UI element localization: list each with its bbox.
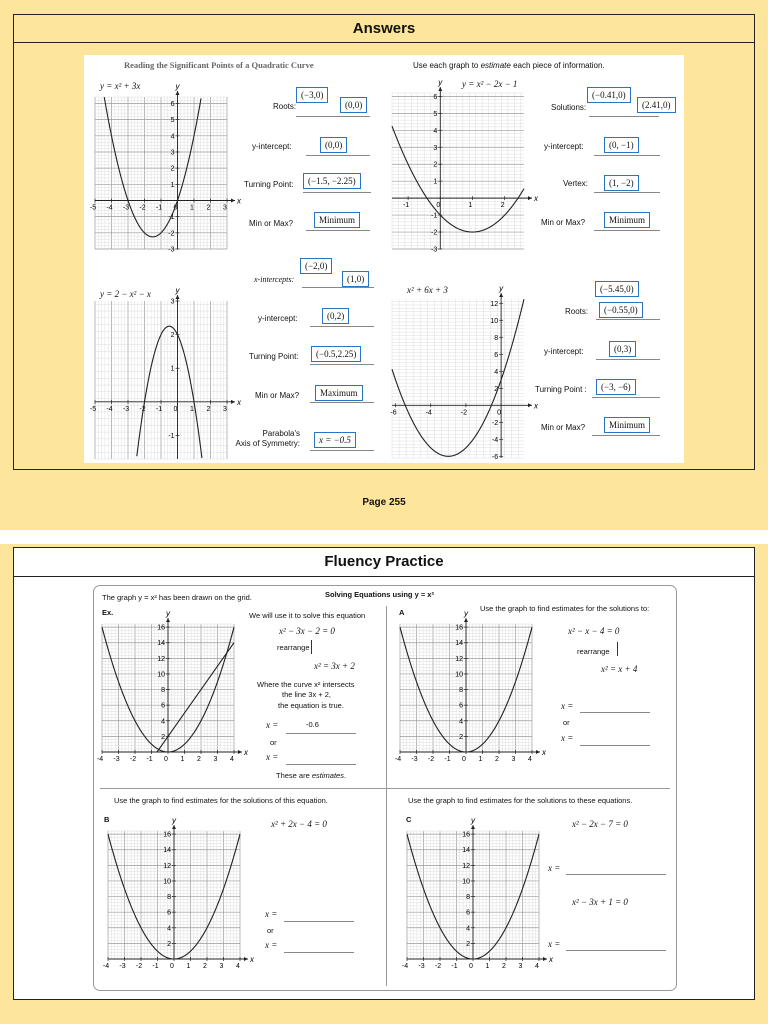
y-axis-label: y	[464, 609, 468, 618]
y-tick-label: -1	[168, 214, 175, 222]
x-tick-label: 1	[478, 756, 483, 763]
fluency-intro: The graph y = x² has been drawn on the grid.	[102, 593, 252, 602]
part-c-answer-line2	[566, 950, 666, 951]
y-tick-label: 6	[494, 351, 499, 359]
x-tick-label: 3	[223, 204, 227, 212]
g3-tp-line	[310, 364, 374, 365]
part-a-arrow	[617, 642, 618, 656]
x-tick-label: -4	[401, 963, 409, 970]
part-b-graph	[100, 813, 252, 983]
x-tick-label: -4	[425, 409, 432, 417]
x-tick-label: 3	[511, 756, 516, 763]
x-tick-label: 0	[462, 756, 466, 763]
g3-xint-line	[302, 287, 374, 288]
x-tick-label: 4	[236, 963, 240, 970]
part-c-x-label2: x =	[548, 939, 561, 949]
y-tick-label: 10	[490, 317, 499, 325]
example-answer-line2	[286, 764, 356, 765]
g1-minmax-label: Min or Max?	[249, 219, 294, 228]
y-axis-label: y	[438, 78, 443, 87]
part-c-graph	[399, 813, 551, 983]
example-arrow	[311, 640, 312, 654]
part-c-eq1: x² − 2x − 7 = 0	[572, 819, 628, 829]
y-tick-label: 4	[459, 718, 463, 726]
x-axis-arrow	[238, 750, 242, 754]
x-tick-label: -1	[451, 963, 458, 970]
g3-yint-line	[310, 326, 374, 327]
y-tick-label: 10	[163, 878, 171, 886]
y-tick-label: 6	[170, 100, 175, 108]
x-tick-label: 1	[180, 756, 185, 763]
g2-solutions-line	[589, 116, 659, 117]
y-tick-label: 4	[494, 368, 499, 376]
x-tick-label: 1	[468, 202, 473, 210]
y-tick-label: 2	[170, 165, 175, 173]
y-tick-label: 3	[170, 298, 175, 306]
x-tick-label: 2	[500, 202, 505, 210]
quadratic-curve	[392, 299, 524, 456]
g2-yint-answer: (0, −1)	[604, 137, 639, 153]
page-number: Page 255	[362, 497, 406, 508]
part-b-instruction: Use the graph to find estimates for the solutions of this equation.	[114, 796, 328, 805]
vertical-divider	[386, 606, 387, 986]
x-tick-label: 0	[497, 409, 502, 417]
y-tick-label: 8	[466, 894, 470, 902]
answers-worksheet	[84, 55, 684, 463]
y-tick-label: 2	[161, 733, 165, 741]
y-axis-arrow	[464, 618, 468, 622]
y-tick-label: 4	[170, 133, 175, 141]
y-axis-label: y	[166, 609, 170, 618]
graph2-plot	[384, 79, 544, 254]
part-a-rearrange: rearrange	[577, 647, 610, 656]
x-tick-label: 2	[502, 963, 506, 970]
y-tick-label: -2	[491, 419, 499, 427]
y-tick-label: 2	[459, 733, 463, 741]
graph4-equation: x² + 6x + 3	[407, 285, 448, 295]
g1-tp-answer: (−1.5, −2.25)	[303, 173, 361, 189]
y-tick-label: 12	[157, 655, 165, 663]
y-tick-label: 1	[433, 178, 438, 186]
part-c-instruction: Use the graph to find estimates for the solutions to these equations.	[408, 796, 633, 805]
y-tick-label: 14	[455, 640, 463, 648]
x-tick-label: 1	[190, 204, 194, 212]
g3-tp-label: Turning Point:	[249, 352, 299, 361]
example-note: These are estimates.	[276, 771, 347, 780]
x-axis-label: x	[549, 955, 553, 964]
x-tick-label: -5	[89, 204, 97, 212]
x-tick-label: 2	[495, 756, 499, 763]
x-tick-label: -4	[96, 756, 104, 763]
y-tick-label: 16	[462, 831, 470, 839]
y-tick-label: -2	[431, 229, 438, 237]
y-axis-label: y	[175, 82, 180, 91]
x-tick-label: 0	[173, 405, 178, 413]
y-tick-label: 2	[466, 940, 470, 948]
right-heading: Use each graph to estimate each piece of information.	[413, 61, 605, 70]
part-c-eq2: x² − 3x + 1 = 0	[572, 897, 628, 907]
x-tick-label: 0	[173, 204, 178, 212]
y-tick-label: -3	[431, 246, 438, 254]
graph2-equation: y = x² − 2x − 1	[462, 79, 518, 89]
y-tick-label: 14	[157, 640, 165, 648]
y-tick-label: 6	[466, 909, 470, 917]
g4-minmax-answer: Minimum	[604, 417, 650, 433]
y-tick-label: 3	[433, 144, 438, 152]
x-axis-arrow	[536, 750, 540, 754]
x-tick-label: -1	[146, 756, 153, 763]
x-axis-arrow	[543, 957, 547, 961]
x-tick-label: 1	[186, 963, 191, 970]
g2-sol2-answer: (2.41,0)	[637, 97, 676, 113]
y-tick-label: 12	[163, 862, 171, 870]
graph1-plot	[90, 79, 240, 259]
g4-yint-label: y-intercept:	[544, 347, 584, 356]
example-or: or	[270, 738, 277, 747]
y-tick-label: 1	[170, 181, 175, 189]
x-tick-label: -1	[155, 405, 163, 413]
y-axis-arrow	[471, 825, 475, 829]
part-c-x-label: x =	[548, 863, 561, 873]
x-tick-label: -6	[390, 409, 397, 417]
g1-yint-line	[306, 155, 370, 156]
part-b-x-label2: x =	[265, 940, 278, 950]
x-tick-label: 3	[213, 756, 218, 763]
g3-yint-answer: (0,2)	[322, 308, 349, 324]
y-tick-label: -1	[431, 212, 438, 220]
g4-roots-line	[596, 319, 660, 320]
x-tick-label: 4	[230, 756, 234, 763]
y-axis-arrow	[499, 293, 503, 297]
g2-yint-line	[594, 155, 660, 156]
y-tick-label: 5	[170, 117, 175, 125]
worksheet-heading: Reading the Significant Points of a Quadratic Curve	[124, 60, 314, 70]
x-tick-label: -3	[411, 756, 418, 763]
y-tick-label: 16	[163, 831, 171, 839]
y-tick-label: 3	[170, 149, 175, 157]
example-x-label: x =	[266, 720, 279, 730]
part-a-answer-line1	[580, 712, 650, 713]
g1-roots-line	[296, 116, 370, 117]
example-graph	[94, 606, 246, 776]
part-b-x-label: x =	[265, 909, 278, 919]
x-axis-label: x	[237, 196, 241, 206]
g4-yint-line	[596, 359, 660, 360]
g3-xint1-answer: (−2,0)	[300, 258, 332, 274]
x-tick-label: -4	[102, 963, 110, 970]
fluency-heading: Solving Equations using y = x²	[325, 590, 434, 599]
y-tick-label: 6	[459, 702, 463, 710]
g1-minmax-line	[306, 230, 370, 231]
x-axis-label: x	[534, 401, 538, 411]
g2-sol1-answer: (−0.41,0)	[587, 87, 631, 103]
y-tick-label: 8	[167, 894, 171, 902]
y-tick-label: 4	[167, 925, 171, 933]
g4-root2-answer: (−0.55,0)	[599, 302, 643, 318]
g1-yint-answer: (0,0)	[320, 137, 347, 153]
y-tick-label: 6	[433, 93, 438, 101]
part-a-x-label2: x =	[561, 733, 574, 743]
g2-vertex-label: Vertex:	[563, 179, 588, 188]
fluency-title: Fluency Practice	[13, 547, 755, 577]
part-b-answer-line2	[284, 952, 354, 953]
fluency-card	[93, 585, 677, 991]
part-a-x-label: x =	[561, 701, 574, 711]
x-tick-label: 0	[164, 756, 168, 763]
y-tick-label: 5	[433, 110, 438, 118]
graph3-plot	[90, 287, 240, 463]
x-tick-label: -2	[434, 963, 442, 970]
x-tick-label: 2	[206, 405, 211, 413]
g1-roots-label: Roots:	[273, 102, 297, 111]
g3-xint-label: x-intercepts:	[254, 275, 295, 284]
part-a-answer-line2	[580, 745, 650, 746]
graph1-equation: y = x² + 3x	[100, 81, 141, 91]
example-rearrange: rearrange	[277, 643, 310, 652]
g4-tp-label: Turning Point :	[535, 385, 587, 394]
g1-root2-answer: (0,0)	[340, 97, 367, 113]
x-tick-label: -1	[402, 202, 410, 210]
g3-minmax-answer: Maximum	[315, 385, 363, 401]
g1-tp-label: Turning Point:	[244, 180, 294, 189]
x-axis-arrow	[528, 196, 532, 200]
x-tick-label: 4	[535, 963, 539, 970]
g4-yint-answer: (0,3)	[609, 341, 636, 357]
x-tick-label: -1	[155, 204, 163, 212]
g3-axis-answer: x = −0.5	[314, 432, 356, 448]
example-line1: We will use it to solve this equation	[249, 611, 366, 620]
y-tick-label: 8	[161, 687, 165, 695]
part-a-or: or	[563, 718, 570, 727]
g2-solutions-label: Solutions:	[551, 103, 587, 112]
x-tick-label: 0	[170, 963, 174, 970]
g3-axis-line	[310, 450, 374, 451]
g4-tp-answer: (−3, −6)	[596, 379, 636, 395]
horizontal-divider	[100, 788, 670, 789]
g1-root1-answer: (−3,0)	[296, 87, 328, 103]
x-tick-label: -1	[444, 756, 451, 763]
x-tick-label: -3	[122, 405, 130, 413]
y-axis-arrow	[438, 87, 442, 91]
g4-minmax-label: Min or Max?	[541, 423, 586, 432]
x-tick-label: -2	[129, 756, 137, 763]
graph3-equation: y = 2 − x² − x	[100, 289, 151, 299]
g3-minmax-label: Min or Max?	[255, 391, 300, 400]
y-tick-label: 4	[466, 925, 470, 933]
y-axis-arrow	[166, 618, 170, 622]
g1-tp-line	[303, 192, 371, 193]
x-tick-label: 1	[485, 963, 490, 970]
y-tick-label: 14	[462, 847, 470, 855]
x-axis-arrow	[231, 400, 235, 404]
x-tick-label: -2	[427, 756, 435, 763]
y-axis-arrow	[176, 295, 180, 299]
x-tick-label: -2	[460, 409, 468, 417]
part-a-instruction: Use the graph to find estimates for the solutions to:	[480, 604, 650, 613]
x-tick-label: -3	[122, 204, 130, 212]
g4-minmax-line	[592, 435, 660, 436]
part-b-eq1: x² + 2x − 4 = 0	[271, 819, 327, 829]
g4-root1-answer: (−5.45,0)	[595, 281, 639, 297]
x-axis-label: x	[542, 748, 546, 757]
part-a-graph	[392, 606, 544, 776]
x-tick-label: 2	[203, 963, 207, 970]
y-axis-arrow	[172, 825, 176, 829]
x-tick-label: -2	[135, 963, 143, 970]
y-axis-label: y	[499, 284, 504, 293]
graph4-plot	[384, 281, 539, 463]
y-axis-label: y	[471, 816, 475, 825]
example-where1: Where the curve x² intersects	[257, 680, 355, 689]
g2-minmax-label: Min or Max?	[541, 218, 586, 227]
y-tick-label: -3	[168, 246, 175, 254]
x-axis-label: x	[250, 955, 254, 964]
g2-minmax-line	[594, 230, 660, 231]
y-tick-label: 6	[167, 909, 171, 917]
x-axis-arrow	[528, 403, 532, 407]
x-tick-label: -2	[139, 405, 146, 413]
quadratic-curve	[392, 126, 524, 232]
x-tick-label: 0	[469, 963, 473, 970]
y-tick-label: 4	[433, 127, 438, 135]
g2-minmax-answer: Minimum	[604, 212, 650, 228]
example-tag: Ex.	[102, 608, 114, 617]
part-b-tag: B	[104, 815, 110, 824]
part-a-eq1: x² − x − 4 = 0	[568, 626, 620, 636]
x-tick-label: 1	[190, 405, 194, 413]
example-where2: the line 3x + 2,	[282, 690, 331, 699]
y-tick-label: 2	[494, 385, 499, 393]
answers-title: Answers	[13, 14, 755, 43]
y-tick-label: 12	[490, 300, 499, 308]
y-tick-label: -4	[491, 436, 499, 444]
example-eq2: x² = 3x + 2	[314, 661, 355, 671]
y-tick-label: 10	[455, 671, 463, 679]
x-axis-label: x	[237, 397, 241, 407]
y-tick-label: 2	[167, 940, 171, 948]
g4-roots-label: Roots:	[565, 307, 589, 316]
x-axis-label: x	[244, 748, 248, 757]
x-axis-arrow	[231, 198, 235, 202]
y-axis-label: y	[175, 286, 180, 295]
y-tick-label: 16	[455, 624, 463, 632]
x-tick-label: 0	[436, 202, 441, 210]
g3-yint-label: y-intercept:	[258, 314, 298, 323]
part-b-answer-line1	[284, 921, 354, 922]
g4-tp-line	[592, 397, 660, 398]
x-tick-label: -5	[89, 405, 97, 413]
line-3x-plus-2	[157, 643, 234, 752]
x-tick-label: -4	[106, 204, 113, 212]
y-tick-label: 4	[161, 718, 165, 726]
x-tick-label: -3	[418, 963, 425, 970]
y-tick-label: 8	[494, 334, 499, 342]
y-tick-label: -1	[168, 432, 175, 440]
g3-tp-answer: (−0.5,2.25)	[311, 346, 361, 362]
y-tick-label: 8	[459, 687, 463, 695]
x-tick-label: -3	[113, 756, 120, 763]
g3-xint2-answer: (1,0)	[342, 271, 369, 287]
x-tick-label: -4	[106, 405, 113, 413]
g2-vertex-answer: (1, −2)	[604, 175, 639, 191]
example-eq1: x² − 3x − 2 = 0	[279, 626, 335, 636]
y-tick-label: 10	[462, 878, 470, 886]
x-tick-label: 2	[206, 204, 211, 212]
x-tick-label: -4	[394, 756, 402, 763]
y-tick-label: -2	[168, 230, 175, 238]
g3-axis-label: Parabola's Axis of Symmetry:	[235, 429, 300, 448]
part-c-tag: C	[406, 815, 412, 824]
x-tick-label: 3	[223, 405, 227, 413]
part-c-answer-line1	[566, 874, 666, 875]
x-tick-label: -3	[119, 963, 126, 970]
y-tick-label: -6	[491, 453, 499, 461]
y-tick-label: 10	[157, 671, 165, 679]
x-axis-arrow	[244, 957, 248, 961]
g1-minmax-answer: Minimum	[314, 212, 360, 228]
x-tick-label: 3	[518, 963, 523, 970]
example-x-label2: x =	[266, 752, 279, 762]
y-axis-arrow	[176, 91, 180, 95]
x-tick-label: -2	[139, 204, 146, 212]
example-answer-line1	[286, 733, 356, 734]
y-tick-label: 16	[157, 624, 165, 632]
g3-minmax-line	[310, 402, 374, 403]
x-tick-label: 3	[219, 963, 224, 970]
part-a-eq2: x² = x + 4	[601, 664, 638, 674]
g2-yint-label: y-intercept:	[544, 142, 584, 151]
example-x-value: -0.6	[306, 720, 319, 729]
y-tick-label: 2	[433, 161, 438, 169]
x-axis-label: x	[534, 194, 538, 204]
y-axis-label: y	[172, 816, 176, 825]
part-a-tag: A	[399, 608, 405, 617]
g2-vertex-line	[594, 192, 660, 193]
x-tick-label: 4	[528, 756, 532, 763]
y-tick-label: 1	[170, 365, 175, 373]
y-tick-label: 14	[163, 847, 171, 855]
g1-yint-label: y-intercept:	[252, 142, 292, 151]
y-tick-label: 2	[170, 332, 175, 340]
quadratic-curve	[104, 97, 201, 237]
example-where3: the equation is true.	[278, 701, 344, 710]
x-tick-label: 2	[197, 756, 201, 763]
x-tick-label: -1	[152, 963, 159, 970]
y-tick-label: 12	[455, 655, 463, 663]
y-tick-label: 6	[161, 702, 165, 710]
part-b-or: or	[267, 926, 274, 935]
y-tick-label: 12	[462, 862, 470, 870]
